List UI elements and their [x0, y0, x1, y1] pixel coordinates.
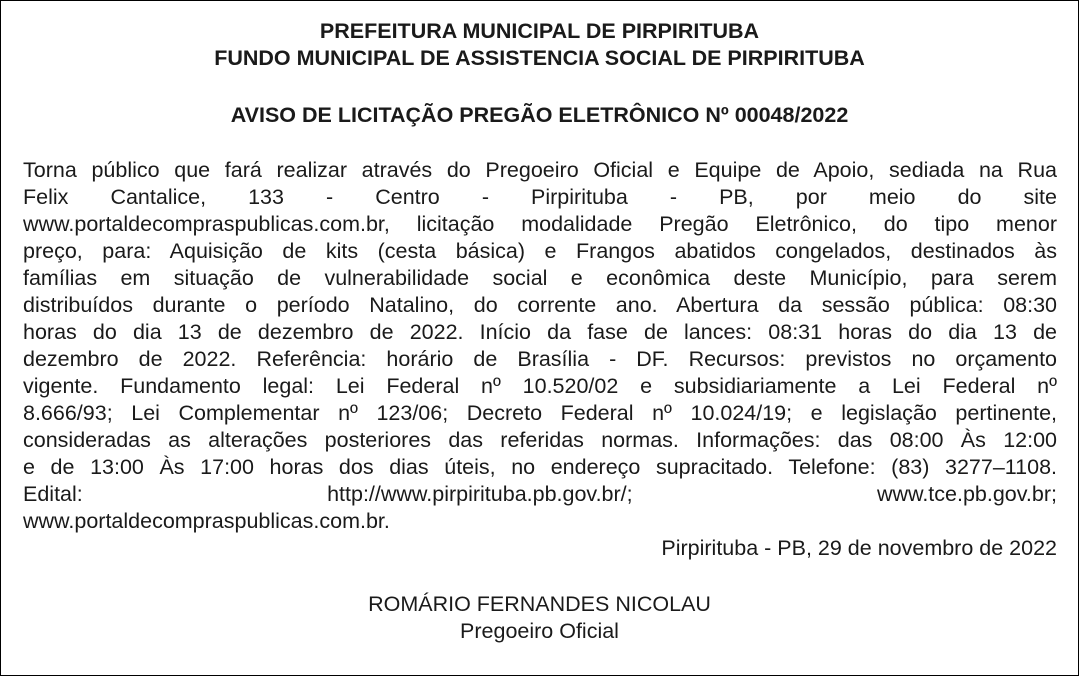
body-line: www.portaldecompraspublicas.com.br.: [23, 509, 390, 533]
place-date: Pirpirituba - PB, 29 de novembro de 2022: [661, 536, 1057, 560]
signatory-name: ROMÁRIO FERNANDES NICOLAU: [368, 592, 711, 616]
body-line: e de 13:00 Às 17:00 horas dos dias úteis, no endereço supracitado. Telefone: (83) 3277–1108.: [23, 455, 1057, 479]
body-line: vigente. Fundamento legal: Lei Federal nº 10.520/02 e subsidiariamente a Lei Federal nº: [23, 374, 1057, 398]
body-line: distribuídos durante o período Natalino, do corrente ano. Abertura da sessão pública: 08:30: [23, 293, 1057, 317]
body-line: horas do dia 13 de dezembro de 2022. Início da fase de lances: 08:31 horas do dia 13 de: [23, 320, 1057, 344]
body-line: dezembro de 2022. Referência: horário de Brasília - DF. Recursos: previstos no orçamento: [23, 347, 1057, 371]
body-line: Felix Cantalice, 133 - Centro - Pirpirituba - PB, por meio do site: [23, 185, 1057, 209]
notice-title: AVISO DE LICITAÇÃO PREGÃO ELETRÔNICO Nº 00048/2022: [230, 103, 849, 127]
body-line: www.portaldecompraspublicas.com.br, licitação modalidade Pregão Eletrônico, do tipo menor: [23, 212, 1057, 236]
body-line: Torna público que fará realizar através do Pregoeiro Oficial e Equipe de Apoio, sediada na Rua: [23, 158, 1057, 182]
body-line: consideradas as alterações posteriores das referidas normas. Informações: das 08:00 Às 12:00: [23, 428, 1057, 452]
body-line: 8.666/93; Lei Complementar nº 123/06; Decreto Federal nº 10.024/19; e legislação pertinente,: [23, 401, 1057, 425]
signatory-role: Pregoeiro Oficial: [460, 619, 619, 643]
issuer-name: PREFEITURA MUNICIPAL DE PIRPIRITUBA: [319, 19, 760, 43]
body-line: Edital: http://www.pirpirituba.pb.gov.br/; www.tce.pb.gov.br;: [23, 482, 1057, 506]
body-line: famílias em situação de vulnerabilidade social e econômica deste Município, para serem: [23, 266, 1057, 290]
fund-name: FUNDO MUNICIPAL DE ASSISTENCIA SOCIAL DE PIRPIRITUBA: [214, 46, 865, 70]
body-line: preço, para: Aquisição de kits (cesta básica) e Frangos abatidos congelados, destinados às: [23, 239, 1057, 263]
